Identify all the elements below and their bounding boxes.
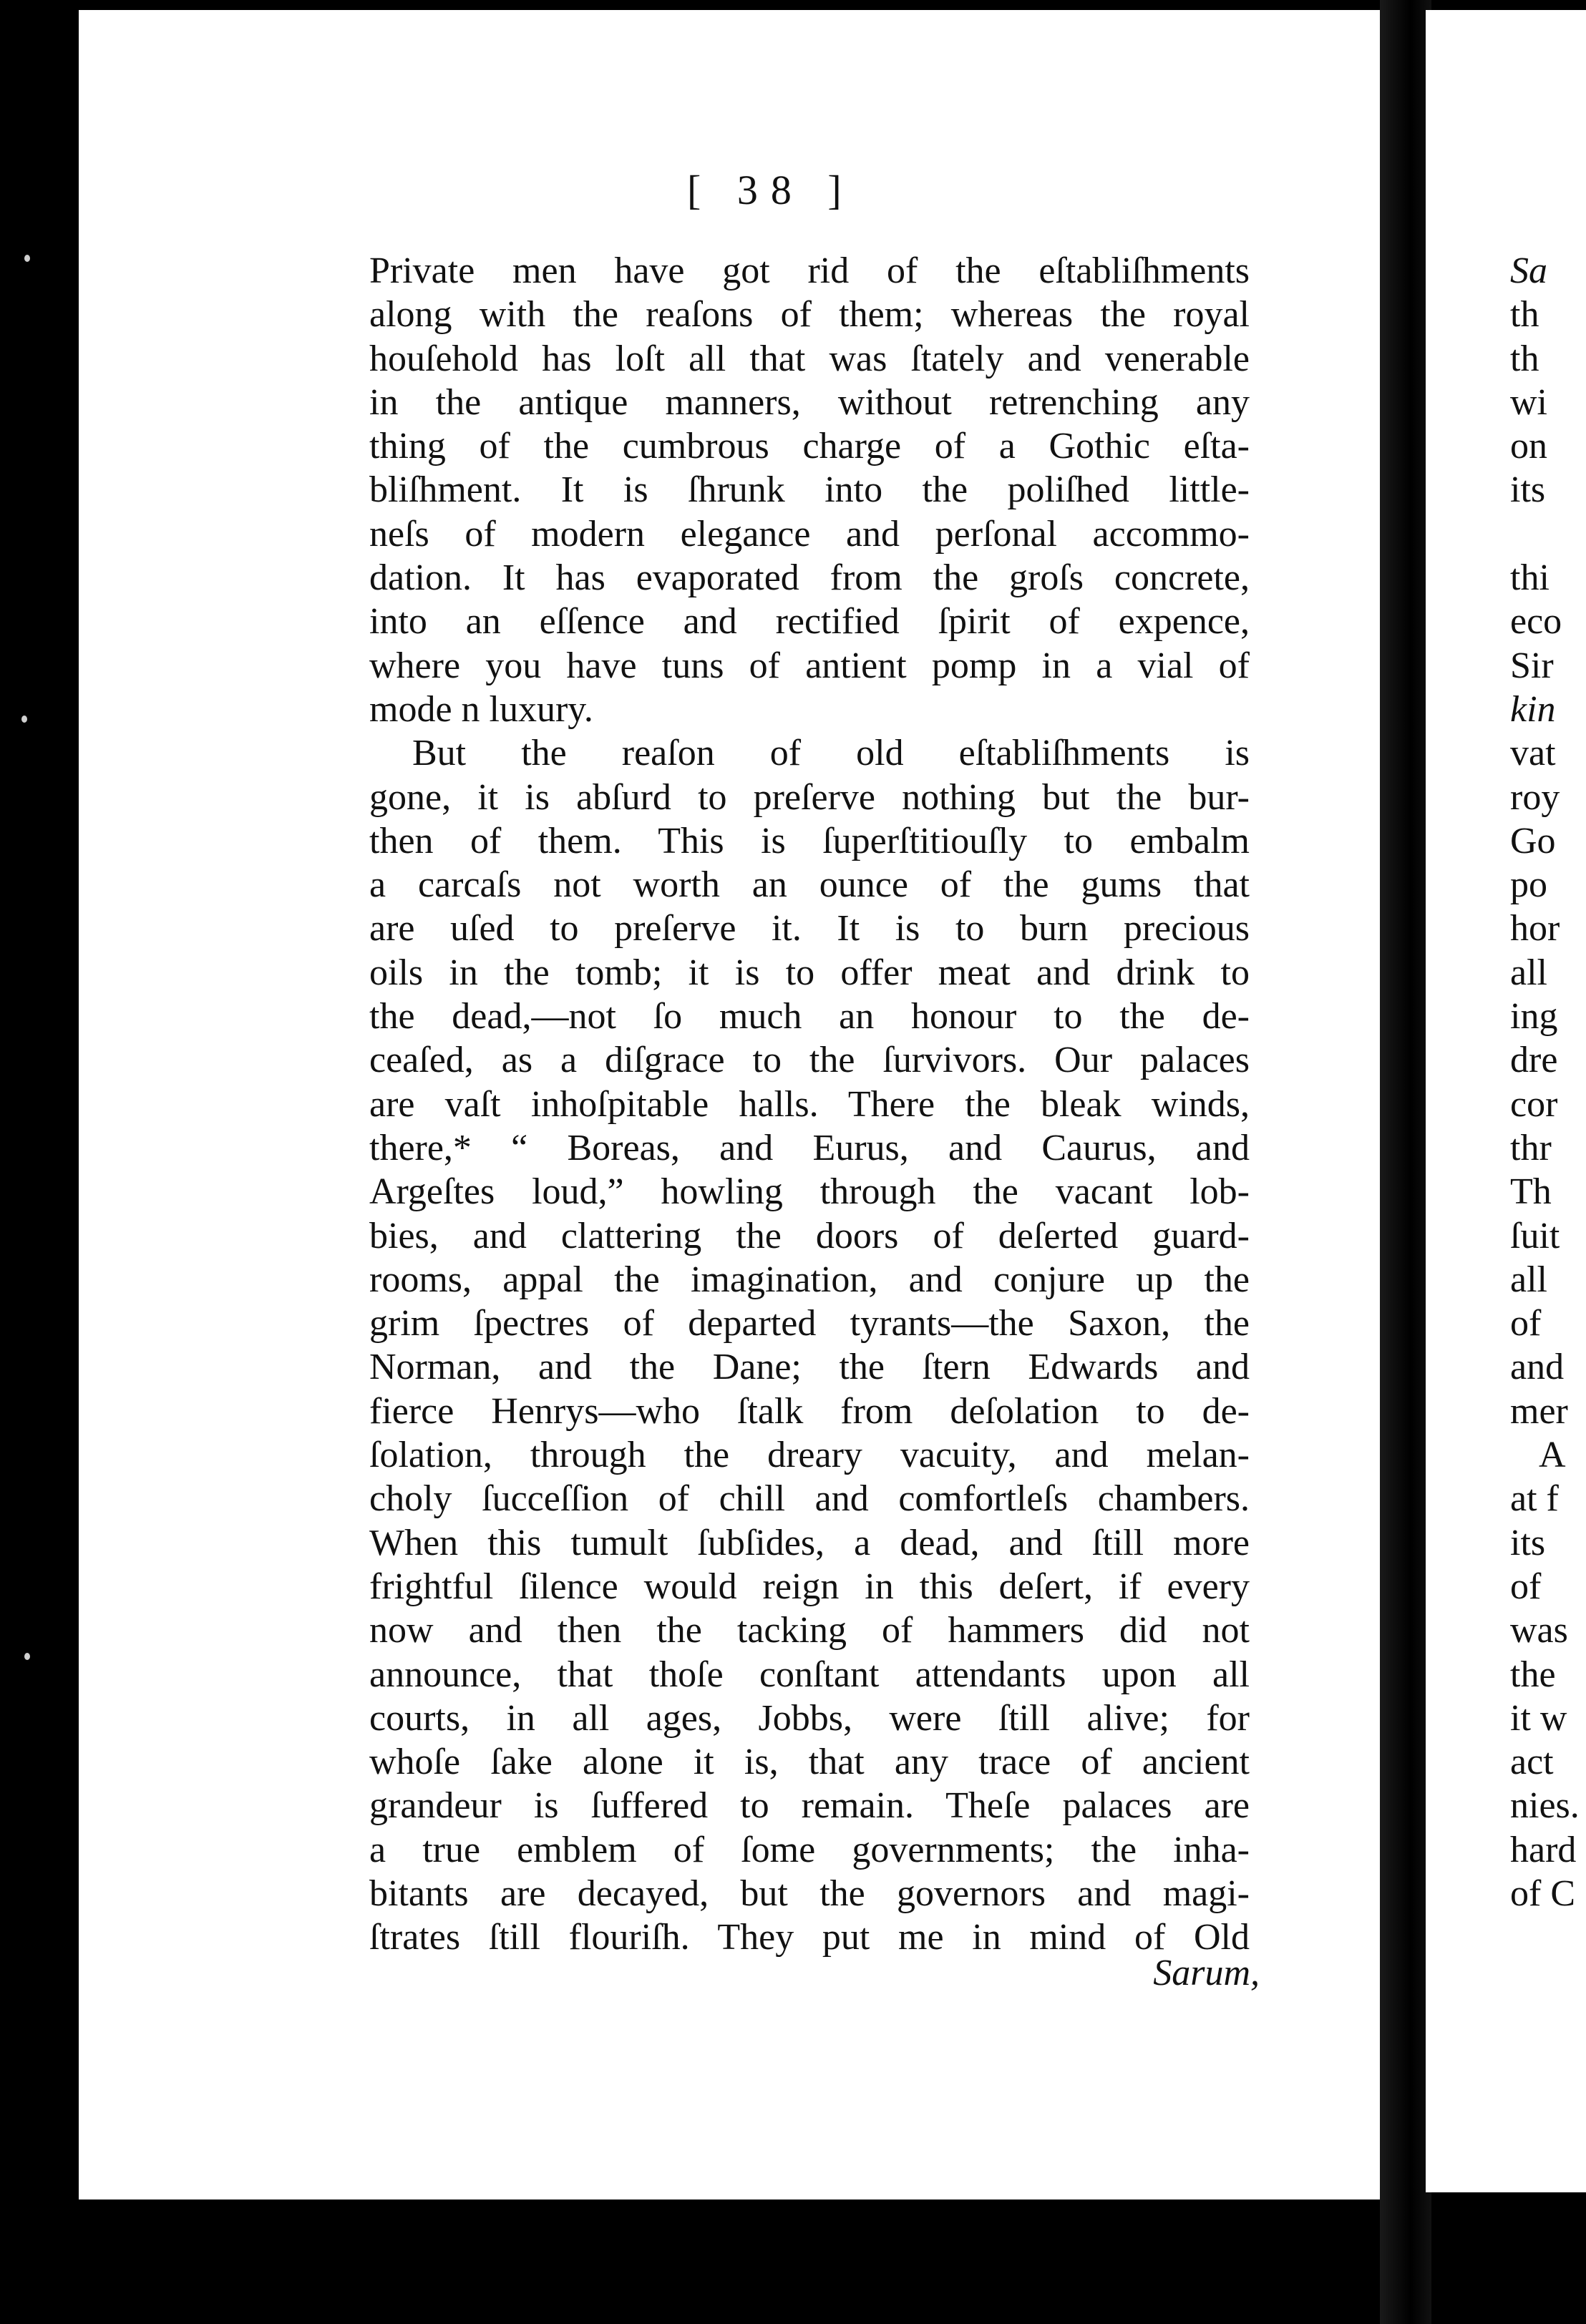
text-line: are uſed to preſerve it. It is to burn precious: [369, 908, 1250, 949]
text-line-fragment: nies.: [1510, 1785, 1580, 1827]
text-line: are vaſt inhoſpitable halls. There the bleak winds,: [369, 1083, 1250, 1125]
book-gutter: [1380, 0, 1431, 2324]
text-line-fragment: ſuit: [1510, 1215, 1560, 1256]
text-line-fragment: at f: [1510, 1478, 1559, 1520]
page-number: [ 38 ]: [687, 167, 855, 213]
text-line: When this tumult ſubſides, a dead, and ſtill more: [369, 1522, 1250, 1563]
text-line-fragment: po: [1510, 864, 1547, 906]
margin-speck: [21, 716, 27, 723]
text-line: choly ſucceſſion of chill and comfortleſs chambers.: [369, 1478, 1250, 1520]
catchword: Sarum,: [1153, 1953, 1260, 1993]
text-line-fragment: thr: [1510, 1127, 1552, 1168]
text-line-fragment: and: [1510, 1347, 1565, 1388]
text-line: a true emblem of ſome governments; the inha-: [369, 1829, 1250, 1870]
text-line-fragment: thi: [1510, 557, 1549, 599]
text-line-fragment: Sa: [1510, 250, 1547, 291]
text-line: mode n luxury.: [369, 688, 593, 730]
text-line-fragment: mer: [1510, 1390, 1568, 1432]
text-line: rooms, appal the imagination, and conjure up the: [369, 1259, 1250, 1300]
text-line-fragment: of: [1510, 1303, 1542, 1344]
text-line-fragment: roy: [1510, 776, 1560, 818]
text-line-fragment: [1510, 512, 1586, 556]
text-line: Norman, and the Dane; the ſtern Edwards and: [369, 1347, 1250, 1388]
text-line: ſolation, through the dreary vacuity, and melan-: [369, 1435, 1250, 1476]
text-line-fragment: wi: [1510, 381, 1547, 423]
text-line: oils in the tomb; it is to offer meat and drink to: [369, 952, 1250, 993]
text-line: the dead,—not ſo much an honour to the de-: [369, 996, 1250, 1038]
text-line-fragment: hard: [1510, 1829, 1577, 1870]
text-line-fragment: of C: [1510, 1873, 1575, 1914]
text-line-fragment: its: [1510, 1522, 1546, 1563]
text-line-fragment: th: [1510, 294, 1539, 336]
text-line-fragment: Sir: [1510, 645, 1554, 686]
text-line: bies, and clattering the doors of deſerted guard-: [369, 1215, 1250, 1256]
text-line: along with the reaſons of them; whereas the royal: [369, 294, 1250, 336]
text-line: dation. It has evaporated from the groſs concrete,: [369, 557, 1250, 599]
text-line: houſehold has loſt all that was ſtately and venerable: [369, 338, 1250, 379]
text-line-fragment: its: [1510, 469, 1546, 511]
text-line: Private men have got rid of the eſtabliſhments: [369, 250, 1250, 291]
text-line-fragment: A: [1539, 1435, 1566, 1476]
text-line: neſs of modern elegance and perſonal accommo-: [369, 513, 1250, 555]
text-line: where you have tuns of antient pomp in a vial of: [369, 645, 1250, 686]
text-line-fragment: of: [1510, 1566, 1542, 1607]
text-line-fragment: on: [1510, 426, 1547, 467]
text-line: into an eſſence and rectified ſpirit of expence,: [369, 601, 1250, 643]
text-line-fragment: eco: [1510, 601, 1562, 643]
text-line-fragment: cor: [1510, 1083, 1558, 1125]
text-line-fragment: ing: [1510, 996, 1558, 1038]
page-body-text: [369, 249, 1250, 1960]
text-line: grim ſpectres of departed tyrants—the Saxon, the: [369, 1303, 1250, 1344]
text-line: ſtrates ſtill flouriſh. They put me in mind of Old: [369, 1917, 1250, 1958]
text-line-fragment: it w: [1510, 1697, 1567, 1739]
text-line: frightful ſilence would reign in this deſert, if every: [369, 1566, 1250, 1607]
text-line: now and then the tacking of hammers did not: [369, 1610, 1250, 1651]
text-line-fragment: the: [1510, 1654, 1556, 1695]
text-line-fragment: kin: [1510, 688, 1556, 730]
text-line-fragment: all: [1510, 952, 1547, 993]
text-line-fragment: vat: [1510, 733, 1556, 774]
text-line: bliſhment. It is ſhrunk into the poliſhed little-: [369, 469, 1250, 511]
text-line-fragment: hor: [1510, 908, 1560, 949]
margin-speck: [24, 1653, 30, 1660]
text-line: bitants are decayed, but the governors and magi-: [369, 1873, 1250, 1914]
text-line: there,* “ Boreas, and Eurus, and Caurus, and: [369, 1127, 1250, 1168]
text-line: then of them. This is ſuperſtitiouſly to embalm: [369, 820, 1250, 861]
text-line-fragment: Th: [1510, 1171, 1552, 1213]
text-line-fragment: dre: [1510, 1040, 1558, 1081]
text-line: a carcaſs not worth an ounce of the gums that: [369, 864, 1250, 906]
text-line-fragment: th: [1510, 338, 1539, 379]
text-line: whoſe ſake alone it is, that any trace of ancient: [369, 1742, 1250, 1783]
text-line-fragment: Go: [1510, 820, 1556, 861]
text-line: grandeur is ſuffered to remain. Theſe palaces are: [369, 1785, 1250, 1827]
text-line: in the antique manners, without retrenching any: [369, 381, 1250, 423]
text-line: ceaſed, as a diſgrace to the ſurvivors. Our palaces: [369, 1040, 1250, 1081]
text-line-fragment: was: [1510, 1610, 1568, 1651]
text-line: courts, in all ages, Jobbs, were ſtill alive; for: [369, 1697, 1250, 1739]
text-line: fierce Henrys—who ſtalk from deſolation to de-: [369, 1390, 1250, 1432]
text-line: gone, it is abſurd to preſerve nothing but the bur-: [369, 776, 1250, 818]
text-line: announce, that thoſe conſtant attendants upon all: [369, 1654, 1250, 1695]
text-line: thing of the cumbrous charge of a Gothic eſta-: [369, 426, 1250, 467]
text-line: Argeſtes loud,” howling through the vacant lob-: [369, 1171, 1250, 1213]
text-line: But the reaſon of old eſtabliſhments is: [412, 733, 1250, 774]
text-line-fragment: act: [1510, 1742, 1554, 1783]
text-line-fragment: all: [1510, 1259, 1547, 1300]
right-page-text-fragment: [1510, 249, 1586, 1915]
margin-speck: [24, 255, 30, 262]
